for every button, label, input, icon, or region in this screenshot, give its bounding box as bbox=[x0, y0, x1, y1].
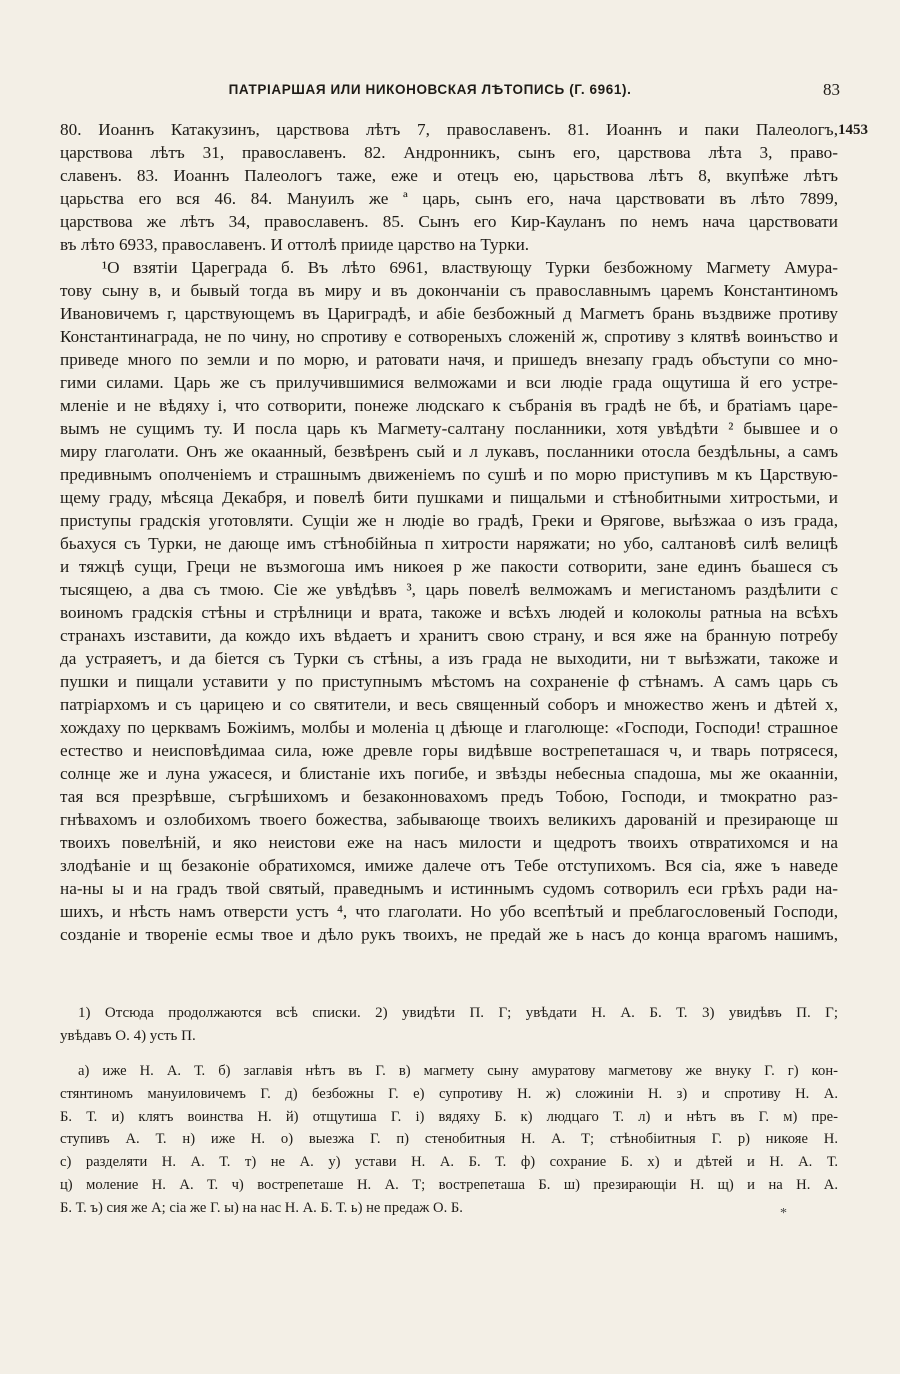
text-line: ступивъ А. Т. н) иже Н. о) выезжа Г. п) стенобитныя Н. А. Т; стѣнобіитныя Г. р) никояе Н. bbox=[60, 1131, 838, 1148]
text-line: естество и неисповѣдимаа сила, юже древле горы видѣвше вострепеташася ч, и тварь потрясеся, bbox=[60, 741, 838, 760]
text-line: а) иже Н. А. Т. б) заглавія нѣтъ въ Г. в) магмету сыну амуратову магметову же внуку Г. г) кон- bbox=[78, 1063, 838, 1079]
text-line: воиномъ градскія стѣны и стрѣлници и врата, такоже и всѣхъ людей и колоколы ратныа на всѣхъ bbox=[60, 603, 838, 622]
text-line: злодѣаніе и щ безаконіе обратихомся, имиже далече отъ Тебе отступихомъ. Вся сіа, яже ъ наведе bbox=[60, 856, 838, 875]
text-line: мленіе и не вѣдяху і, что сотворити, понеже людскаго к събранія въ градѣ не бѣ, и братіамъ царе- bbox=[60, 396, 838, 415]
text-line: Константинаграда, не по чину, но спротиву е сотвореныхъ сложеній ж, спротиву з клятвѣ воинъство и bbox=[60, 327, 838, 346]
text-line: тысящею, а два съ тмою. Сіе же увѣдѣвъ ³, царь повелѣ велможамъ и мегистаномъ раздѣлити с bbox=[60, 580, 838, 599]
page-header bbox=[60, 80, 840, 104]
text-line: шихъ, и нѣсть намъ отверсти устъ ⁴, что глаголати. Но убо всепѣтый и преблагословеный Господи, bbox=[60, 902, 838, 921]
variant-readings bbox=[60, 1060, 838, 1220]
text-line: тову сыну в, и бывый тогда въ миру и въ докончаніи съ православнымъ царемъ Константиномъ bbox=[60, 281, 838, 300]
text-line: ц) моление Н. А. Т. ч) вострепеташе Н. А. Т; вострепеташа Б. ш) презирающіи Н. щ) и на Н. А. bbox=[60, 1176, 838, 1193]
text-line: на-ны ы и на градъ твой святый, праведнымъ и истиннымъ судомъ сотворилъ еси грѣхъ ради на- bbox=[60, 879, 838, 898]
text-line: твоихъ повелѣній, и яко неистови еже на насъ милости и щедротъ твоихъ отвратихомся и на bbox=[60, 833, 838, 852]
text-line: Б. Т. ъ) сия же А; сіа же Г. ы) на нас Н. А. Б. Т. ь) не предаж О. Б. bbox=[60, 1199, 463, 1216]
margin-year: 1453 bbox=[838, 122, 868, 138]
text-line: миру глаголати. Онъ же окаанный, безвѣренъ сый и л лукавъ, посланники отосла бездѣльны, а самъ bbox=[60, 442, 838, 461]
text-line: увѣдавъ О. 4) усть П. bbox=[60, 1027, 196, 1044]
text-line: тая вся презрѣвше, съгрѣшихомъ и безаконновахомъ предъ Тобою, Господи, и тмократно раз- bbox=[60, 787, 838, 806]
text-line: Б. Т. и) клятъ воинства Н. й) отщутиша Г. і) вядяху Б. к) людцаго Т. л) и нѣтъ въ Г. м) пре- bbox=[60, 1108, 838, 1125]
text-line: 80. Иоаннъ Катакузинъ, царствова лѣтъ 7, православенъ. 81. Иоаннъ и паки Палеологъ, bbox=[60, 120, 838, 139]
page-number: 83 bbox=[823, 80, 840, 99]
text-line: с) разделяти Н. А. Т. т) не А. у) устави Н. А. Б. Т. ф) сохраниe Б. х) и дѣтей и Н. А. Т. bbox=[60, 1154, 838, 1171]
signature-mark: * bbox=[780, 1206, 787, 1221]
text-line: бьахуся съ Турки, не дающе имъ стѣнобійныа п хитрости наряжати; но убо, салтановѣ силѣ велицѣ bbox=[60, 534, 838, 553]
text-line: пушки и пищали уставити у по приступнымъ мѣстомъ на сохраненіе ф стѣнамъ. А самъ царь съ bbox=[60, 672, 838, 691]
text-line: царствова же лѣтъ 34, православенъ. 85. Сынъ его Кир-Кауланъ по немъ нача царствовати bbox=[60, 212, 838, 231]
text-line: гими силами. Царь же съ прилучившимися велможами и вси людіе града ощутиша й его устре- bbox=[60, 373, 838, 392]
text-line: хождаху по церквамъ Божіимъ, молбы и моленіа ц дѣюще и глаголюще: «Господи, Господи! страшное bbox=[60, 718, 838, 737]
text-line: Ивановичемъ г, царствующемъ въ Цариградѣ, и абіе безбожный д Магметъ брань въздвиже противу bbox=[60, 304, 838, 323]
text-line: въ лѣто 6933, православенъ. И оттолѣ прииде царство на Турки. bbox=[60, 235, 530, 254]
text-line: патріархомъ и съ царицею и со святители, и весь священный соборъ и множество женъ и дѣтей х, bbox=[60, 695, 838, 714]
text-line: вымъ не сущимъ ту. И посла царь къ Магмету-салтану посланники, хотя увѣдѣти ² бывшее и о bbox=[60, 419, 838, 438]
text-line: царствова лѣтъ 31, православенъ. 82. Андронникъ, сынъ его, царствова лѣта 3, право- bbox=[60, 143, 838, 162]
main-text bbox=[60, 118, 838, 946]
text-line: царьства его вся 46. 84. Мануилъ же ª царь, сынъ его, нача царствовати въ лѣто 7899, bbox=[60, 189, 838, 208]
text-line: гнѣвахомъ и озлобихомъ твоего божества, забывающе твоихъ великихъ дарованій и презирающе ш bbox=[60, 810, 838, 829]
text-line: щему граду, мѣсяца Декабря, и повелѣ бити пушками и пищальми и стѣнобитными хитростьми, и bbox=[60, 488, 838, 507]
text-line: приступы градскія уготовляти. Сущіи же н людіе во градѣ, Греки и Өрягове, выѣзжаа о изъ града, bbox=[60, 511, 838, 530]
text-line: и тяжцѣ сущи, Греци не възмогоша имъ никоея р же пакости сотворити, зане единъ бьашеся съ bbox=[60, 557, 838, 576]
footnotes bbox=[60, 1002, 838, 1047]
text-line: ¹О взятіи Цареграда б. Въ лѣто 6961, властвующу Турки безбожному Магмету Амура- bbox=[102, 258, 838, 277]
text-line: славенъ. 83. Иоаннъ Палеологъ таже, еже и отецъ ею, царьствова лѣтъ 8, вкупѣже лѣтъ bbox=[60, 166, 838, 185]
text-line: стянтиномъ мануиловичемъ Г. д) безбожны Г. е) супротиву Н. ж) сложиніи Н. з) и спротиву Н. А. bbox=[60, 1085, 838, 1102]
running-head: ПАТРІАРШАЯ ИЛИ НИКОНОВСКАЯ ЛѢТОПИСЬ (Г. 6961). bbox=[228, 82, 632, 97]
text-line: солнце же и луна ужасеся, и блистаніе ихъ погибе, и звѣзды небесныа спадоша, мы же окаанніи, bbox=[60, 764, 838, 783]
text-line: да устраяетъ, и да біется съ Турки съ стѣны, а изъ града не выходити, ни т выѣзжати, такоже и bbox=[60, 649, 838, 668]
text-line: странахъ изставити, да кождо ихъ вѣдаетъ и хранитъ свою страну, и вся яже на бранную потребу bbox=[60, 626, 838, 645]
text-line: 1) Отсюда продолжаются всѣ списки. 2) увидѣти П. Г; увѣдати Н. А. Б. Т. 3) увидѣвъ П. Г; bbox=[78, 1005, 838, 1021]
text-line: приведе много по земли и по морю, и ратовати начя, и пришедъ внезапу градъ объступи со мно- bbox=[60, 350, 838, 369]
text-line: созданіе и твореніе есмы твое и дѣло рукъ твоихъ, не предай же ь насъ до конца врагомъ нашимъ, bbox=[60, 925, 838, 944]
text-line: предивнымъ ополченіемъ и страшнымъ движеніемъ по сушѣ и по морю приступивъ м къ Царствую- bbox=[60, 465, 838, 484]
